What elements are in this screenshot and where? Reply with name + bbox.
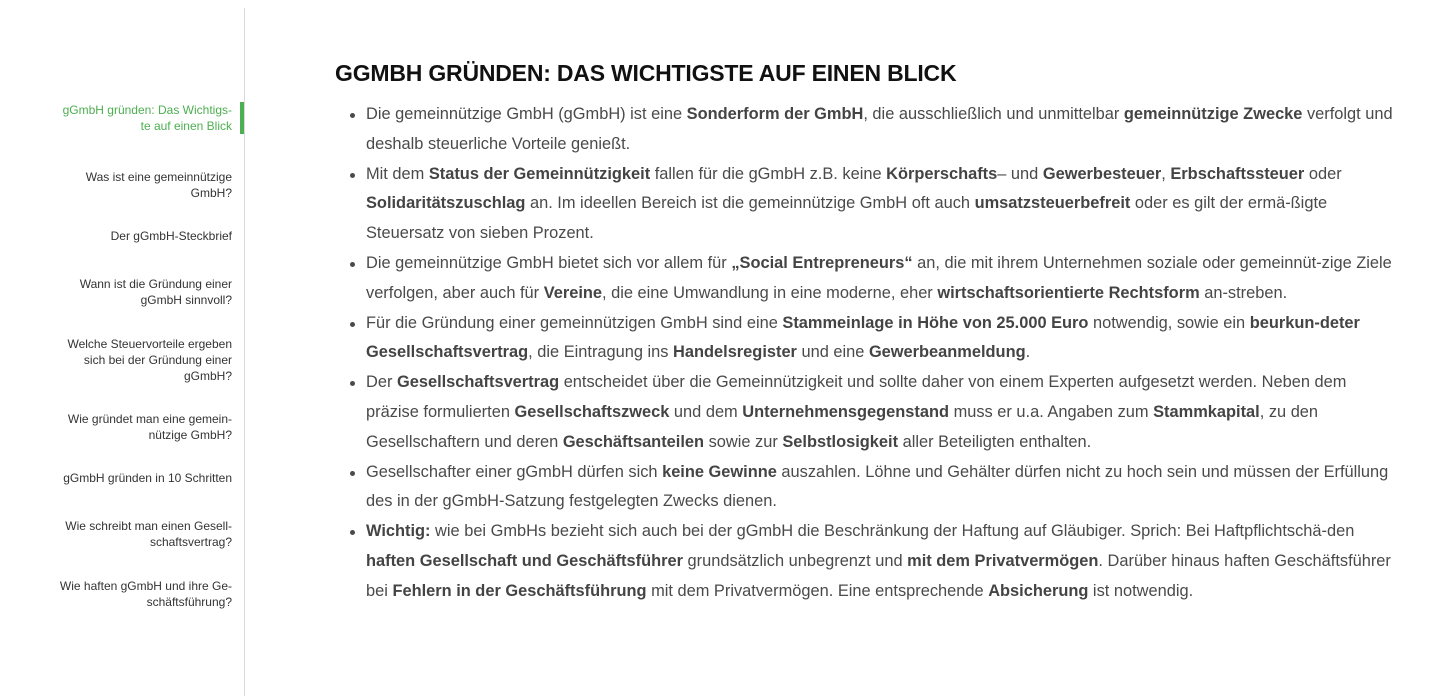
toc-item-label-line: Wie gründet man eine gemein-: [67, 412, 232, 426]
bullet-text: oder es gilt der ermä-ßigte Steuersatz von sieben Prozent.: [366, 194, 1328, 243]
bullet-text: Gesellschafter einer gGmbH dürfen sich: [366, 462, 663, 481]
toc-item[interactable]: [42, 336, 232, 384]
toc-item[interactable]: [42, 518, 232, 550]
toc-item[interactable]: [42, 102, 232, 134]
toc-item-label-line: schäftsführung?: [146, 595, 232, 609]
bullet-emphasis: Solidaritätszuschlag: [366, 194, 526, 213]
bullet-text: Der: [366, 373, 397, 392]
bullet-text: Für die Gründung einer gemeinnützigen GmbH sind eine: [366, 313, 783, 332]
page-title: GGMBH GRÜNDEN: DAS WICHTIGSTE AUF EINEN BLICK: [335, 60, 957, 86]
bullet-emphasis: haften Gesellschaft und Geschäftsführer: [366, 551, 683, 570]
bullet-emphasis: Wichtig:: [366, 522, 431, 541]
bullet-text: – und: [997, 164, 1043, 183]
bullet-emphasis: Vereine: [543, 283, 603, 302]
summary-bullet: [366, 517, 1395, 606]
toc-item-label-line: te auf einen Blick: [140, 119, 232, 133]
toc-item-label-line: sich bei der Gründung einer: [83, 353, 232, 367]
toc-item-label-line: gGmbH gründen: Das Wichtigs-: [62, 103, 232, 117]
toc-item[interactable]: [42, 578, 232, 610]
bullet-emphasis: Körperschafts: [886, 164, 998, 183]
bullet-emphasis: Unternehmensgegenstand: [742, 402, 950, 421]
bullet-text: an. Im ideellen Bereich ist die gemeinnützige GmbH oft auch: [525, 194, 975, 213]
bullet-emphasis: keine Gewinne: [662, 462, 777, 481]
bullet-emphasis: mit dem Privatvermögen: [907, 551, 1099, 570]
bullet-text: muss er u.a. Angaben zum: [949, 402, 1154, 421]
toc-item[interactable]: [42, 169, 232, 201]
toc-item-label-line: schaftsvertrag?: [149, 535, 232, 549]
bullet-text: grundsätzlich unbegrenzt und: [682, 551, 908, 570]
bullet-text: Die gemeinnützige GmbH bietet sich vor allem für: [366, 253, 732, 272]
bullet-text: mit dem Privatvermögen. Eine entsprechende: [646, 581, 989, 600]
bullet-emphasis: Sonderform der GmbH: [686, 105, 864, 123]
bullet-emphasis: Gesellschaftszweck: [514, 402, 670, 421]
bullet-emphasis: umsatzsteuerbefreit: [974, 194, 1131, 213]
bullet-text: entscheidet über die Gemeinnützigkeit und sollte daher von einem Experten aufgesetzt werden. Neben dem präzise formulierten: [366, 373, 1347, 421]
summary-bullet: [366, 368, 1395, 457]
main-content: [335, 58, 1395, 607]
bullet-text: und eine: [796, 343, 869, 362]
bullet-emphasis: Selbstlosigkeit: [782, 432, 899, 451]
toc-item-label-line: GmbH?: [190, 186, 232, 200]
toc-item[interactable]: [42, 228, 232, 244]
toc-item-label-line: Was ist eine gemeinnützige: [85, 170, 232, 184]
toc-item[interactable]: [42, 470, 232, 486]
bullet-text: fallen für die gGmbH z.B. keine: [650, 164, 887, 183]
toc-item-label-line: Wie schreibt man einen Gesell-: [65, 519, 232, 533]
bullet-text: , die eine Umwandlung in eine moderne, eher: [602, 283, 938, 302]
bullet-text: sowie zur: [704, 432, 783, 451]
bullet-emphasis: Absicherung: [988, 581, 1089, 600]
bullet-text: oder: [1304, 164, 1342, 183]
bullet-text: .: [1025, 343, 1031, 362]
bullet-text: aller Beteiligten enthalten.: [898, 432, 1092, 451]
summary-bullet: [366, 160, 1395, 249]
bullet-text: an, die mit ihrem Unternehmen soziale oder gemeinnüt-zige Ziele verfolgen, aber auch für: [366, 253, 1392, 302]
toc-item-label-line: Welche Steuervorteile ergeben: [67, 337, 232, 351]
bullet-emphasis: Fehlern in der Geschäftsführung: [392, 581, 647, 600]
bullet-text: wie bei GmbHs bezieht sich auch bei der gGmbH die Beschränkung der Haftung auf Gläubiger. Sprich: Bei Haftpflichtschä-den: [430, 522, 1355, 541]
toc-item-label-line: Der gGmbH-Steckbrief: [110, 229, 232, 243]
bullet-text: , die Eintragung ins: [528, 343, 674, 362]
toc-item-label-line: Wie haften gGmbH und ihre Ge-: [59, 579, 232, 593]
bullet-text: verfolgt und deshalb steuerliche Vorteile genießt.: [366, 105, 1393, 153]
bullet-text: Mit dem: [366, 164, 429, 183]
summary-bullet: [366, 100, 1395, 160]
summary-bullet: [366, 309, 1395, 369]
bullet-emphasis: Gewerbeanmeldung: [868, 343, 1026, 362]
toc-item-label-line: gGmbH sinnvoll?: [140, 293, 232, 307]
bullet-text: , die ausschließlich und unmittelbar: [863, 105, 1124, 123]
bullet-text: ,: [1161, 164, 1171, 183]
toc-item-label-line: gGmbH?: [183, 369, 232, 383]
table-of-contents: [0, 8, 245, 696]
bullet-text: auszahlen. Löhne und Gehälter dürfen nicht zu hoch sein und müssen der Erfüllung des in der gGmbH-Satzung festgelegten Zwecks dienen.: [366, 462, 1389, 511]
bullet-text: . Darüber hinaus haften Geschäftsführer bei: [366, 551, 1391, 600]
bullet-text: notwendig, sowie ein: [1088, 313, 1250, 332]
bullet-emphasis: Status der Gemeinnützigkeit: [428, 164, 651, 183]
bullet-emphasis: Stammeinlage in Höhe von 25.000 Euro: [782, 313, 1089, 332]
bullet-emphasis: Geschäftsanteilen: [562, 432, 705, 451]
bullet-text: , zu den Gesellschaftern und deren: [366, 402, 1319, 451]
bullet-emphasis: „Social Entrepreneurs“: [731, 253, 913, 272]
bullet-text: an-streben.: [1199, 283, 1288, 302]
bullet-emphasis: gemeinnützige Zwecke: [1123, 105, 1303, 123]
toc-item[interactable]: [42, 411, 232, 443]
bullet-text: und dem: [669, 402, 743, 421]
bullet-emphasis: Handelsregister: [673, 343, 797, 362]
bullet-text: ist notwendig.: [1088, 581, 1194, 600]
toc-item-label-line: Wann ist die Gründung einer: [79, 277, 232, 291]
toc-item[interactable]: [42, 276, 232, 308]
bullet-text: Die gemeinnützige GmbH (gGmbH) ist eine: [366, 105, 687, 123]
bullet-emphasis: beurkun-deter Gesellschaftsvertrag: [366, 313, 1360, 362]
summary-list: [335, 100, 1395, 607]
summary-bullet: [366, 458, 1395, 518]
bullet-emphasis: Erbschaftssteuer: [1170, 164, 1305, 183]
toc-item-label-line: nützige GmbH?: [148, 428, 232, 442]
toc-item-label-line: gGmbH gründen in 10 Schritten: [63, 471, 232, 485]
summary-bullet: [366, 249, 1395, 309]
bullet-emphasis: Gesellschaftsvertrag: [396, 373, 560, 392]
bullet-emphasis: wirtschaftsorientierte Rechtsform: [937, 283, 1200, 302]
bullet-emphasis: Gewerbesteuer: [1042, 164, 1162, 183]
bullet-emphasis: Stammkapital: [1153, 402, 1260, 421]
